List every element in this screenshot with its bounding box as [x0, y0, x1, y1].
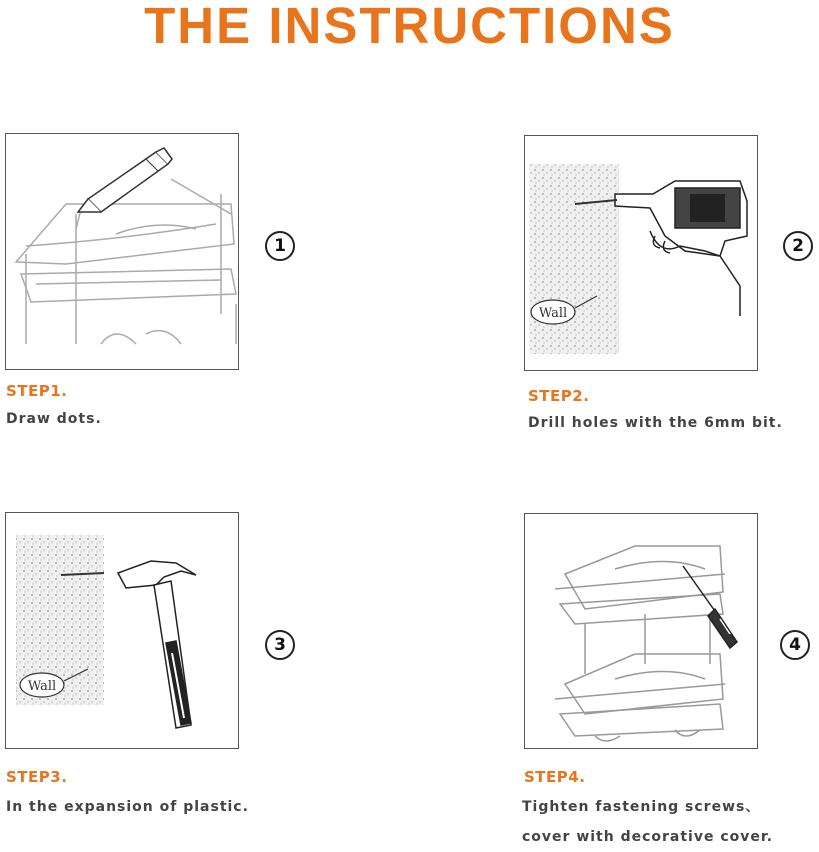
step2-desc-line: Drill holes with the 6mm bit.	[528, 415, 783, 431]
step1-number-badge: 1	[265, 231, 295, 261]
step3-label: STEP3.	[6, 768, 68, 786]
step1-illustration-panel	[5, 133, 239, 370]
step4-label: STEP4.	[524, 768, 586, 786]
hammer-anchor-icon	[6, 513, 239, 749]
step4-desc-line-1: Tighten fastening screws、	[522, 799, 761, 815]
step3-description	[6, 792, 249, 822]
step4-number-badge: 4	[780, 630, 810, 660]
step4-illustration-panel	[524, 513, 758, 749]
step3-number-badge: 3	[265, 630, 295, 660]
step4-description	[522, 792, 773, 852]
step3-desc-line: In the expansion of plastic.	[6, 799, 249, 815]
step3-illustration-panel	[5, 512, 239, 749]
pencil-marking-shelf-icon	[6, 134, 239, 370]
step2-illustration-panel	[524, 135, 758, 371]
step3-wall-label: Wall	[27, 679, 57, 694]
step2-description	[528, 408, 783, 438]
step2-label: STEP2.	[528, 387, 590, 405]
step2-wall-label: Wall	[538, 306, 568, 321]
page-title: THE INSTRUCTIONS	[144, 0, 675, 54]
step4-desc-line-2: cover with decorative cover.	[522, 829, 774, 845]
screwdriver-shelf-icon	[525, 514, 758, 749]
step1-description	[6, 404, 102, 434]
step1-desc-line: Draw dots.	[6, 411, 102, 427]
drill-into-wall-icon	[525, 136, 758, 371]
step2-number-badge: 2	[783, 231, 813, 261]
step1-label: STEP1.	[6, 382, 68, 400]
